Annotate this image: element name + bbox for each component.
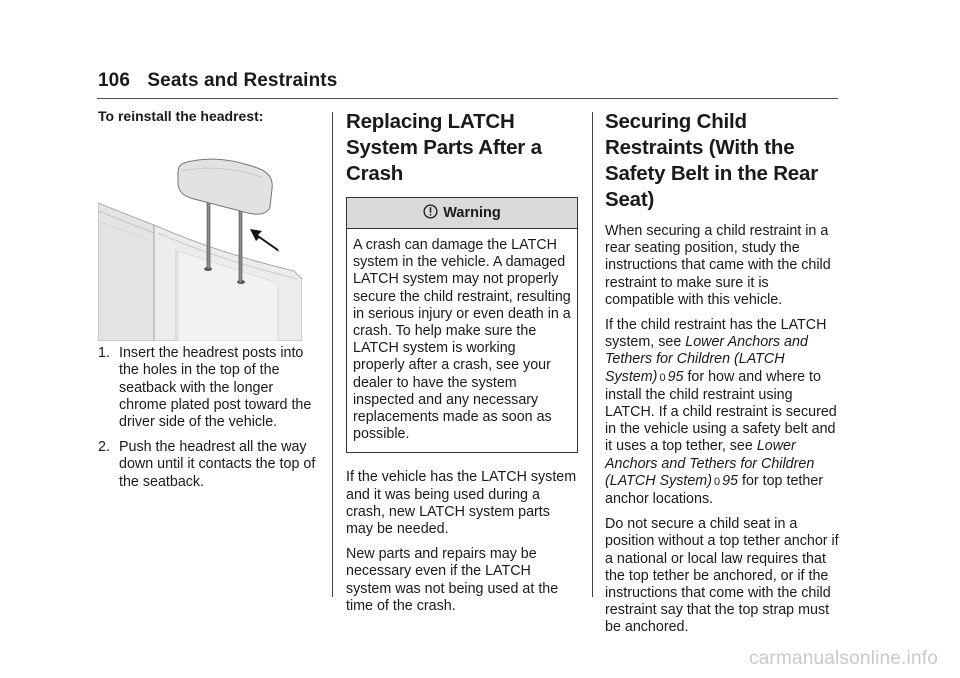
headrest-illustration [98,155,302,341]
warning-title: Warning [443,205,501,221]
column-1 [98,108,320,499]
securing-paragraph-1: When securing a child restraint in a rear seating position, study the instructions that came with the child restraint to make sure it is compatible with this vehicle. [605,223,831,308]
step-1-text: Insert the headrest posts into the holes in the top of the seatback with the longer chrome plated post toward the driver side of the vehicle. [119,345,312,431]
p2-mid: for how and where to install the child restraint using LATCH. If a child restraint is secured in the vehicle using a safety belt and it uses a top tether, see [605,368,837,455]
step-2 [98,439,320,491]
securing-paragraph-2 [605,317,841,508]
latch-paragraph-1: If the vehicle has the LATCH system and it was being used during a crash, new LATCH system parts may be needed. [346,469,577,538]
latch-crossref-2[interactable]: Lower Anchors and Tethers for Children (LATCH System) [605,438,815,489]
reinstall-lead: To reinstall the headrest: [98,108,264,124]
step-2-number: 2. [98,439,110,456]
crossref-page-2[interactable]: 95 [722,472,738,489]
warning-box [346,197,578,453]
column-divider-1 [332,112,333,597]
step-2-text: Push the headrest all the way down until it contacts the top of the seatback. [119,439,316,490]
reinstall-steps [98,345,320,491]
page-number: 106 [98,70,131,91]
securing-child-restraints-heading: Securing Child Restraints (With the Safety Belt in the Rear Seat) [605,110,818,211]
column-divider-2 [592,112,593,597]
p2-pre: If the child restraint has the LATCH system, see [605,317,827,351]
step-1-number: 1. [98,345,110,362]
column-2 [346,108,578,623]
warning-icon [423,204,438,219]
header-rule [97,98,838,99]
section-title: Seats and Restraints [147,70,338,91]
watermark: carmanualsonline.info [748,648,938,669]
warning-text: A crash can damage the LATCH system in the vehicle. A damaged LATCH system may not properly secure the child restraint, resulting in serious injury or even death in a crash. To help make sure the LATCH system is working properly after a crash, see your dealer to have the system inspected and any necessary replacements made as soon as possible. [353,237,571,443]
securing-paragraph-3: Do not secure a child seat in a position without a top tether anchor if a national or local law requires that the top tether be anchored, or if the instructions that come with the child restraint say that the top strap must be anchored. [605,516,839,636]
warning-header [347,198,577,229]
page-header [98,70,337,92]
arrow-icon [250,229,279,252]
crossref-symbol-1: 0 [659,371,666,384]
latch-crossref-1[interactable]: Lower Anchors and Tethers for Children (LATCH System) [605,334,808,385]
p2-post: for top tether anchor locations. [605,472,824,508]
crossref-page-1[interactable]: 95 [667,368,684,385]
latch-replacement-heading: Replacing LATCH System Parts After a Crash [346,110,542,185]
latch-paragraph-2: New parts and repairs may be necessary even if the LATCH system was not being used at the time of the crash. [346,546,559,614]
step-1 [98,345,320,431]
crossref-symbol-2: 0 [713,475,721,488]
column-3 [605,108,841,645]
